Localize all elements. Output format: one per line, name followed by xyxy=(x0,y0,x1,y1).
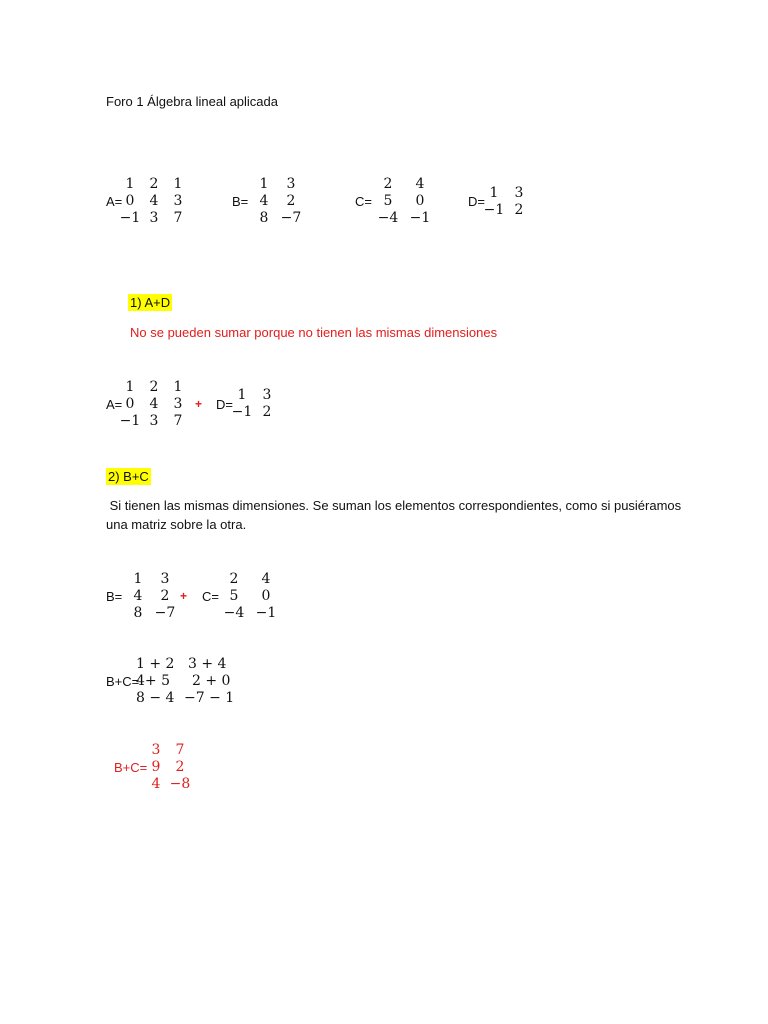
matrix-cell: −7 − 1 xyxy=(184,690,235,706)
matrix-cell: 7 xyxy=(173,210,183,226)
section-1-a-label: A= xyxy=(106,397,123,412)
page-title: Foro 1 Álgebra lineal aplicada xyxy=(106,94,278,109)
matrix-cell: 1 xyxy=(259,176,269,192)
matrix-cell: 2 xyxy=(262,404,272,420)
matrix-cell: 3 xyxy=(173,193,183,209)
matrix-cell: 1 xyxy=(489,185,499,201)
matrix-cell: 2 xyxy=(149,379,159,395)
matrix-cell: 0 xyxy=(415,193,425,209)
matrix-cell: −1 xyxy=(483,202,505,218)
matrix-cell: 4 xyxy=(149,193,159,209)
matrix-cell: 0 xyxy=(261,588,271,604)
matrix-cell: 1 xyxy=(237,387,247,403)
matrix-cell: 2 xyxy=(149,176,159,192)
section-2-sum-label: B+C= xyxy=(106,674,140,689)
section-2-result-matrix xyxy=(146,742,194,793)
matrix-cell: 0 xyxy=(125,396,135,412)
matrix-cell: 3 xyxy=(149,413,159,429)
section-2-matrix-c xyxy=(220,571,284,622)
matrix-cell: 4 xyxy=(259,193,269,209)
matrix-cell: 1 xyxy=(125,176,135,192)
matrix-cell: −7 xyxy=(280,210,302,226)
matrix-cell: −1 xyxy=(119,210,141,226)
section-2-matrix-b xyxy=(126,571,180,622)
matrix-cell: 3 xyxy=(514,185,524,201)
matrix-cell: 3 + 4 xyxy=(188,656,227,672)
matrix-cell: 1 xyxy=(173,379,183,395)
matrix-cell: 3 xyxy=(160,571,170,587)
matrix-cell: 7 xyxy=(173,413,183,429)
section-2-sum-matrix xyxy=(136,656,238,707)
matrix-cell: 4+ 5 xyxy=(136,673,170,689)
matrix-cell: 4 xyxy=(261,571,271,587)
section-2-paragraph-line-2: una matriz sobre la otra. xyxy=(106,517,247,532)
matrix-cell: 9 xyxy=(151,759,161,775)
matrix-d-label: D= xyxy=(468,194,485,209)
matrix-cell: 2 xyxy=(175,759,185,775)
matrix-b xyxy=(252,176,306,227)
section-1-heading: 1) A+D xyxy=(130,295,171,310)
matrix-cell: 7 xyxy=(175,742,185,758)
matrix-c xyxy=(374,176,438,227)
matrix-cell: 4 xyxy=(151,776,161,792)
section-1-note: No se pueden sumar porque no tienen las mismas dimensiones xyxy=(130,325,498,340)
plus-sign: + xyxy=(180,589,188,603)
matrix-c-label: C= xyxy=(355,194,372,209)
matrix-cell: 3 xyxy=(151,742,161,758)
matrix-cell: 3 xyxy=(286,176,296,192)
matrix-cell: −1 xyxy=(119,413,141,429)
matrix-cell: 2 + 0 xyxy=(192,673,231,689)
plus-sign: + xyxy=(195,397,203,411)
section-1-matrix-a xyxy=(118,379,190,430)
matrix-cell: 0 xyxy=(125,193,135,209)
matrix-cell: 8 − 4 xyxy=(136,690,175,706)
section-1-d-label: D= xyxy=(216,397,233,412)
section-2-heading: 2) B+C xyxy=(108,469,149,484)
matrix-cell: −7 xyxy=(154,605,176,621)
section-1-matrix-d xyxy=(230,387,280,421)
matrix-cell: 2 xyxy=(514,202,524,218)
matrix-cell: 5 xyxy=(383,193,393,209)
matrix-cell: 4 xyxy=(133,588,143,604)
matrix-cell: 8 xyxy=(259,210,269,226)
matrix-cell: 4 xyxy=(149,396,159,412)
matrix-cell: 3 xyxy=(173,396,183,412)
matrix-b-label: B= xyxy=(232,194,249,209)
matrix-d xyxy=(482,185,532,219)
matrix-cell: 3 xyxy=(262,387,272,403)
matrix-cell: 1 xyxy=(133,571,143,587)
matrix-cell: 1 xyxy=(173,176,183,192)
matrix-cell: 2 xyxy=(229,571,239,587)
matrix-cell: −1 xyxy=(231,404,253,420)
matrix-cell: −1 xyxy=(409,210,431,226)
section-2-c-label: C= xyxy=(202,589,219,604)
matrix-cell: 2 xyxy=(383,176,393,192)
matrix-cell: 2 xyxy=(160,588,170,604)
matrix-cell: 1 + 2 xyxy=(136,656,175,672)
matrix-cell: 2 xyxy=(286,193,296,209)
matrix-cell: 3 xyxy=(149,210,159,226)
section-2-result-label: B+C= xyxy=(114,760,148,775)
matrix-cell: −1 xyxy=(255,605,277,621)
section-2-b-label: B= xyxy=(106,589,123,604)
matrix-cell: 5 xyxy=(229,588,239,604)
matrix-cell: 8 xyxy=(133,605,143,621)
matrix-cell: −8 xyxy=(169,776,191,792)
matrix-cell: 1 xyxy=(125,379,135,395)
matrix-a-label: A= xyxy=(106,194,123,209)
matrix-cell: 4 xyxy=(415,176,425,192)
matrix-a xyxy=(118,176,190,227)
section-2-paragraph-line-1: Si tienen las mismas dimensiones. Se suman los elementos correspondientes, como si pusiéramos xyxy=(106,498,682,513)
matrix-cell: −4 xyxy=(377,210,399,226)
matrix-cell: −4 xyxy=(223,605,245,621)
